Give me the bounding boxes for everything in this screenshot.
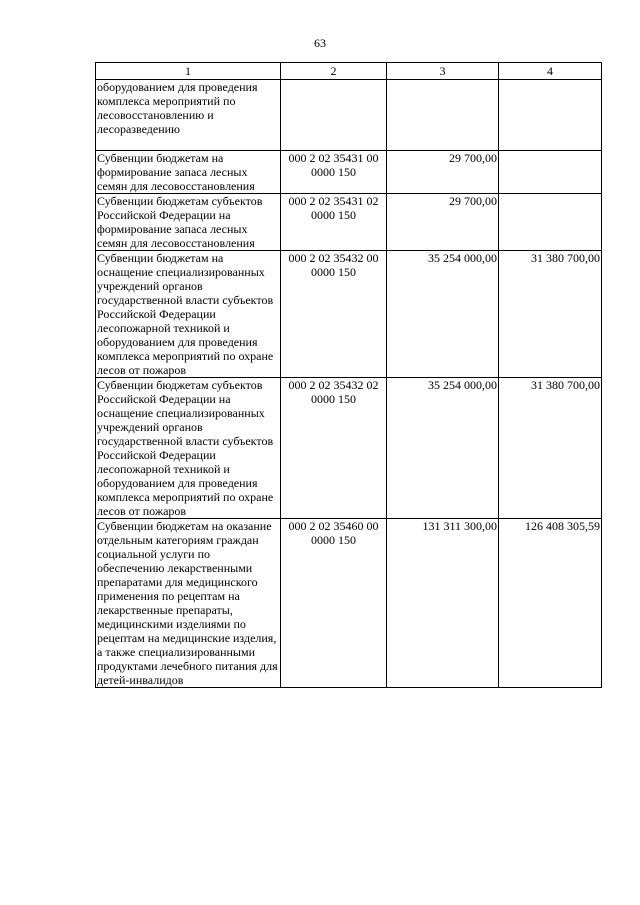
row-amount-year2-cell (499, 194, 602, 251)
table-header (96, 63, 602, 80)
table-row (96, 251, 602, 378)
row-code-cell: 000 2 02 35432 02 0000 150 (281, 378, 387, 519)
row-amount-year2-cell: 31 380 700,00 (499, 378, 602, 519)
row-name-cell: оборудованием для проведения комплекса мероприятий по лесовосстановлению и лесоразведению (96, 80, 281, 151)
page-number: 63 (314, 36, 326, 50)
row-amount-year1-cell: 29 700,00 (387, 194, 499, 251)
row-amount-year2-cell: 31 380 700,00 (499, 251, 602, 378)
row-name-cell: Субвенции бюджетам субъектов Российской Федерации на оснащение специализированных учреждений органов государственной власти субъектов Российской Федерации лесопожарной техникой и оборудованием для проведения комплекса мероприятий по охране лесов от пожаров (96, 378, 281, 519)
row-code-cell: 000 2 02 35431 02 0000 150 (281, 194, 387, 251)
column-header-4: 4 (499, 63, 602, 80)
row-name-cell: Субвенции бюджетам на оснащение специализированных учреждений органов государственной власти субъектов Российской Федерации лесопожарной техникой и оборудованием для проведения комплекса мероприятий по охране лесов от пожаров (96, 251, 281, 378)
row-name-cell: Субвенции бюджетам на оказание отдельным категориям граждан социальной услуги по обеспечению лекарственными препаратами для медицинского применения по рецептам на лекарственные препараты, медицинскими изделиями по рецептам на медицинские изделия, а также специализированными продуктами лечебного питания для детей-инвалидов (96, 519, 281, 688)
table-row (96, 378, 602, 519)
row-code-cell: 000 2 02 35460 00 0000 150 (281, 519, 387, 688)
column-header-2: 2 (281, 63, 387, 80)
row-code-cell: 000 2 02 35432 00 0000 150 (281, 251, 387, 378)
table-row (96, 194, 602, 251)
table-row (96, 151, 602, 194)
row-amount-year1-cell: 35 254 000,00 (387, 378, 499, 519)
row-amount-year2-cell (499, 151, 602, 194)
budget-table (95, 62, 602, 688)
row-amount-year1-cell: 29 700,00 (387, 151, 499, 194)
row-amount-year1-cell: 131 311 300,00 (387, 519, 499, 688)
column-header-3: 3 (387, 63, 499, 80)
table-row (96, 519, 602, 688)
row-amount-year2-cell (499, 80, 602, 151)
table-body (96, 80, 602, 688)
row-amount-year2-cell: 126 408 305,59 (499, 519, 602, 688)
header-row (96, 63, 602, 80)
row-name-cell: Субвенции бюджетам на формирование запаса лесных семян для лесовосстановления (96, 151, 281, 194)
row-code-cell: 000 2 02 35431 00 0000 150 (281, 151, 387, 194)
row-name-cell: Субвенции бюджетам субъектов Российской Федерации на формирование запаса лесных семян для лесовосстановления (96, 194, 281, 251)
table-row (96, 80, 602, 151)
row-amount-year1-cell (387, 80, 499, 151)
row-code-cell (281, 80, 387, 151)
row-amount-year1-cell: 35 254 000,00 (387, 251, 499, 378)
column-header-1: 1 (96, 63, 281, 80)
